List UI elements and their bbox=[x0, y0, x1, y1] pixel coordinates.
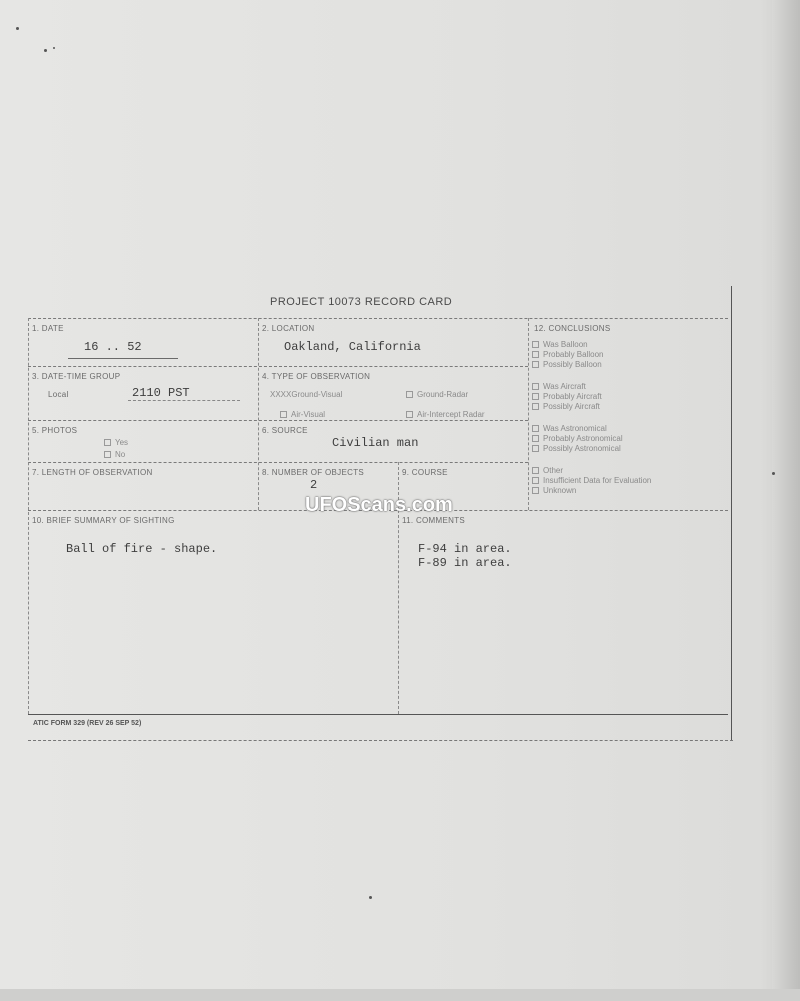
local-label: Local bbox=[48, 390, 69, 399]
card-title: PROJECT 10073 RECORD CARD bbox=[270, 296, 453, 308]
observation-option-air-intercept-radar: Air-Intercept Radar bbox=[406, 410, 485, 419]
number-of-objects-label: 8. NUMBER OF OBJECTS bbox=[262, 468, 365, 477]
checkbox-icon bbox=[532, 445, 539, 452]
checkbox-icon bbox=[532, 467, 539, 474]
date-underline bbox=[68, 358, 178, 359]
location-value: Oakland, California bbox=[284, 340, 421, 354]
date-label: 1. DATE bbox=[32, 324, 64, 333]
card-rule bbox=[398, 510, 399, 714]
source-value: Civilian man bbox=[332, 436, 419, 450]
card-rule bbox=[28, 318, 29, 714]
conclusion-option: Insufficient Data for Evaluation bbox=[532, 476, 651, 485]
conclusion-option: Was Aircraft bbox=[532, 382, 586, 391]
checkbox-icon bbox=[532, 425, 539, 432]
brief-summary-value: Ball of fire - shape. bbox=[66, 542, 218, 556]
observation-option-ground-visual: XXXXGround-Visual bbox=[270, 390, 343, 399]
scan-speck bbox=[772, 472, 775, 475]
comments-label: 11. COMMENTS bbox=[402, 516, 466, 525]
checkbox-icon bbox=[532, 477, 539, 484]
card-rule bbox=[258, 318, 259, 510]
conclusion-option: Probably Aircraft bbox=[532, 392, 602, 401]
brief-summary-label: 10. BRIEF SUMMARY OF SIGHTING bbox=[32, 516, 175, 525]
observation-option-ground-radar: Ground-Radar bbox=[406, 390, 468, 399]
record-card bbox=[28, 318, 728, 716]
source-label: 6. SOURCE bbox=[262, 426, 308, 435]
card-border bbox=[731, 286, 732, 741]
comment-line: F-94 in area. bbox=[418, 542, 512, 556]
date-time-group-label: 3. DATE-TIME GROUP bbox=[32, 372, 121, 381]
card-border bbox=[28, 740, 733, 741]
card-rule bbox=[28, 366, 528, 367]
card-rule bbox=[28, 420, 528, 421]
date-time-value: 2110 PST bbox=[132, 386, 190, 400]
card-rule bbox=[28, 462, 528, 463]
checkbox-icon bbox=[104, 451, 111, 458]
checkbox-icon bbox=[532, 341, 539, 348]
comment-line: F-89 in area. bbox=[418, 556, 512, 570]
scan-speck bbox=[16, 27, 19, 30]
watermark: UFOScans.com bbox=[305, 494, 453, 516]
conclusion-option: Possibly Astronomical bbox=[532, 444, 621, 453]
photos-option-no: No bbox=[104, 450, 125, 459]
checkbox-icon bbox=[532, 403, 539, 410]
conclusion-option: Probably Balloon bbox=[532, 350, 603, 359]
checkbox-icon bbox=[406, 391, 413, 398]
photos-label: 5. PHOTOS bbox=[32, 426, 78, 435]
checkbox-icon bbox=[532, 383, 539, 390]
photos-option-yes: Yes bbox=[104, 438, 128, 447]
card-rule bbox=[28, 318, 728, 319]
type-of-observation-label: 4. TYPE OF OBSERVATION bbox=[262, 372, 371, 381]
date-time-underline bbox=[128, 400, 240, 401]
conclusion-option: Other bbox=[532, 466, 563, 475]
date-value: 16 .. 52 bbox=[84, 340, 142, 354]
observation-option-air-visual: Air-Visual bbox=[280, 410, 325, 419]
checkbox-icon bbox=[280, 411, 287, 418]
conclusion-option: Was Astronomical bbox=[532, 424, 607, 433]
conclusion-option: Possibly Balloon bbox=[532, 360, 602, 369]
page-edge-shadow bbox=[772, 0, 800, 1001]
length-of-observation-label: 7. LENGTH OF OBSERVATION bbox=[32, 468, 153, 477]
conclusion-option: Was Balloon bbox=[532, 340, 588, 349]
scan-speck bbox=[53, 47, 55, 49]
form-number: ATIC FORM 329 (REV 26 SEP 52) bbox=[33, 720, 142, 727]
conclusion-option: Unknown bbox=[532, 486, 576, 495]
checkbox-icon bbox=[532, 393, 539, 400]
checkbox-icon bbox=[532, 351, 539, 358]
scan-speck bbox=[44, 49, 47, 52]
scan-speck bbox=[369, 896, 372, 899]
course-label: 9. COURSE bbox=[402, 468, 448, 477]
card-rule bbox=[28, 714, 728, 715]
checkbox-icon bbox=[406, 411, 413, 418]
conclusion-option: Probably Astronomical bbox=[532, 434, 623, 443]
conclusions-label: 12. CONCLUSIONS bbox=[534, 324, 611, 333]
checkbox-icon bbox=[532, 487, 539, 494]
conclusion-option: Possibly Aircraft bbox=[532, 402, 600, 411]
card-rule bbox=[528, 318, 529, 510]
checkbox-icon bbox=[532, 361, 539, 368]
location-label: 2. LOCATION bbox=[262, 324, 315, 333]
checkbox-icon bbox=[532, 435, 539, 442]
checkbox-icon bbox=[104, 439, 111, 446]
page-bottom-edge bbox=[0, 989, 800, 1001]
number-of-objects-value: 2 bbox=[310, 478, 318, 492]
